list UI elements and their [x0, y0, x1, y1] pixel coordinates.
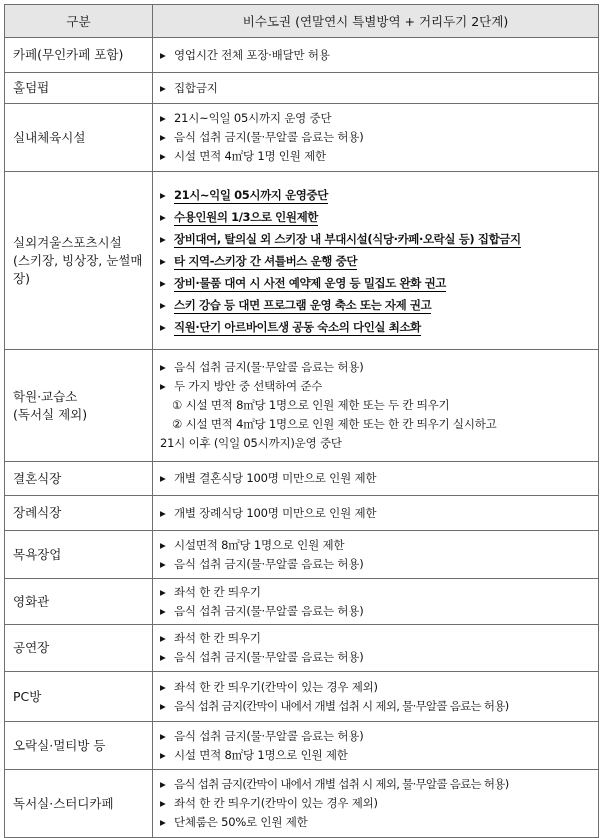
list-item: ▸ 스키 강습 등 대면 프로그램 운영 축소 또는 자제 권고	[160, 294, 598, 316]
bullet-icon: ▸	[160, 297, 166, 312]
list-item: ▸ 단체룸은 50%로 인원 제한	[160, 813, 598, 832]
bullet-icon: ▸	[160, 777, 166, 791]
bullet-icon: ▸	[160, 149, 166, 163]
facility-name: 실외겨울스포츠시설 (스키장, 빙상장, 눈썰매장)	[5, 172, 153, 350]
list-item: ▸ 음식 섭취 금지(물·무알콜 음료는 허용)	[160, 727, 598, 746]
list-item: ▸ 장비·물품 대여 시 사전 예약제 운영 등 밀집도 완화 권고	[160, 272, 598, 294]
list-item: ▸ 시설 면적 4㎡당 1명 인원 제한	[160, 147, 598, 166]
bullet-icon: ▸	[160, 728, 166, 743]
bullet-icon: ▸	[160, 698, 166, 713]
table-row	[5, 531, 599, 579]
facility-name: 독서실·스터디카페	[5, 770, 153, 838]
list-item: ▸ 두 가지 방안 중 선택하여 준수	[160, 377, 598, 396]
bullet-icon: ▸	[160, 796, 166, 810]
bullet-icon: ▸	[160, 111, 166, 125]
table-row	[5, 73, 599, 104]
list-subitem: 21시 이후 (익일 05시까지)운영 중단	[160, 436, 342, 450]
list-item: ▸ 좌석 한 칸 띄우기(칸막이 있는 경우 제외)	[160, 678, 598, 697]
table-row	[5, 104, 599, 172]
table-row	[5, 350, 599, 462]
table-header-row	[5, 5, 599, 38]
list-item: ▸ 음식 섭취 금지(물·무알콜 음료는 허용)	[160, 128, 598, 147]
table-row	[5, 625, 599, 672]
table-row	[5, 496, 599, 531]
facility-name: 학원·교습소 (독서실 제외)	[5, 350, 153, 462]
table-row	[5, 770, 599, 838]
list-item: ▸ 영업시간 전체 포장·배달만 허용	[160, 46, 598, 65]
list-subitem: ② 시설 면적 4㎡당 1명으로 인원 제한 또는 한 칸 띄우기 실시하고	[172, 417, 497, 431]
facility-name: 오락실·멀티방 등	[5, 722, 153, 770]
list-item: ▸ 음식 섭취 금지(물·무알콜 음료는 허용)	[160, 555, 598, 574]
list-item: ▸ 음식 섭취 금지(물·무알콜 음료는 허용)	[160, 648, 598, 667]
list-subitem: ① 시설 면적 8㎡당 1명으로 인원 제한 또는 두 칸 띄우기	[172, 398, 450, 412]
list-item: ▸ 개별 결혼식당 100명 미만으로 인원 제한	[160, 469, 598, 488]
list-item: ▸ 수용인원의 1/3으로 인원제한	[160, 206, 598, 228]
bullet-icon: ▸	[160, 319, 166, 334]
bullet-icon: ▸	[160, 360, 166, 374]
measure-list	[153, 104, 599, 172]
facility-name: 홀덤펍	[5, 73, 153, 104]
list-item: ▸ 음식 섭취 금지(칸막이 내에서 개별 섭취 시 제외, 물·무알콜 음료는 허용)	[160, 775, 598, 794]
list-item: ▸ 좌석 한 칸 띄우기(칸막이 있는 경우 제외)	[160, 794, 598, 813]
measure-list	[153, 672, 599, 722]
list-item: ▸ 집합금지	[160, 79, 598, 98]
bullet-icon: ▸	[160, 650, 166, 664]
table-row	[5, 38, 599, 73]
measure-list	[153, 531, 599, 579]
measure-list	[153, 172, 599, 350]
bullet-icon: ▸	[160, 537, 166, 552]
facility-name: 결혼식장	[5, 462, 153, 496]
facility-name: 영화관	[5, 579, 153, 625]
measure-list	[153, 496, 599, 531]
bullet-icon: ▸	[160, 80, 166, 95]
measure-list	[153, 579, 599, 625]
header-category: 구분	[5, 5, 153, 38]
bullet-icon: ▸	[160, 231, 166, 246]
list-item: ▸ 시설 면적 8㎡당 1명으로 인원 제한	[160, 746, 598, 765]
bullet-icon: ▸	[160, 187, 166, 202]
measure-list	[153, 770, 599, 838]
bullet-icon: ▸	[160, 631, 166, 645]
list-item: ▸ 21시~익일 05시까지 운영중단	[160, 184, 598, 206]
list-item: ▸ 음식 섭취 금지(물·무알콜 음료는 허용)	[160, 602, 598, 621]
facility-name: 목욕장업	[5, 531, 153, 579]
bullet-icon: ▸	[160, 747, 166, 762]
measure-list	[153, 625, 599, 672]
measure-list	[153, 73, 599, 104]
list-item: ▸ 음식 섭취 금지(칸막이 내에서 개별 섭취 시 제외, 물·무알콜 음료는 허용)	[160, 697, 598, 716]
table-row	[5, 722, 599, 770]
bullet-icon: ▸	[160, 275, 166, 290]
list-item: ▸ 좌석 한 칸 띄우기	[160, 583, 598, 602]
list-item: ▸ 음식 섭취 금지(물·무알콜 음료는 허용)	[160, 358, 598, 377]
bullet-icon: ▸	[160, 679, 166, 694]
bullet-icon: ▸	[160, 556, 166, 571]
bullet-icon: ▸	[160, 253, 166, 268]
bullet-icon: ▸	[160, 584, 166, 599]
bullet-icon: ▸	[160, 505, 166, 520]
measure-list	[153, 462, 599, 496]
facility-name: PC방	[5, 672, 153, 722]
bullet-icon: ▸	[160, 379, 166, 393]
list-item: ▸ 21시~익일 05시까지 운영 중단	[160, 109, 598, 128]
facility-subname: (스키장, 빙상장, 눈썰매장)	[13, 252, 143, 286]
facility-name: 카페(무인카페 포함)	[5, 38, 153, 73]
bullet-icon: ▸	[160, 47, 166, 62]
measure-list	[153, 350, 599, 462]
table-row	[5, 172, 599, 350]
bullet-icon: ▸	[160, 471, 166, 485]
measures-table	[4, 4, 599, 838]
measure-list	[153, 722, 599, 770]
measure-list	[153, 38, 599, 73]
facility-name: 공연장	[5, 625, 153, 672]
facility-subname: (독서실 제외)	[13, 406, 88, 422]
bullet-icon: ▸	[160, 603, 166, 618]
bullet-icon: ▸	[160, 815, 166, 829]
list-item: ▸ 시설면적 8㎡당 1명으로 인원 제한	[160, 536, 598, 555]
bullet-icon: ▸	[160, 130, 166, 144]
bullet-icon: ▸	[160, 209, 166, 224]
list-item: ▸ 직원·단기 아르바이트생 공동 숙소의 다인실 최소화	[160, 316, 598, 338]
list-item: ▸ 타 지역-스키장 간 셔틀버스 운행 중단	[160, 250, 598, 272]
header-measures: 비수도권 (연말연시 특별방역 + 거리두기 2단계)	[153, 5, 599, 38]
table-row	[5, 462, 599, 496]
list-item: ▸ 좌석 한 칸 띄우기	[160, 629, 598, 648]
table-row	[5, 579, 599, 625]
list-item: ▸ 장비대여, 탈의실 외 스키장 내 부대시설(식당·카페·오락실 등) 집합금지	[160, 228, 598, 250]
facility-name: 실내체육시설	[5, 104, 153, 172]
facility-name: 장례식장	[5, 496, 153, 531]
list-item: ▸ 개별 장례식당 100명 미만으로 인원 제한	[160, 504, 598, 523]
table-row	[5, 672, 599, 722]
